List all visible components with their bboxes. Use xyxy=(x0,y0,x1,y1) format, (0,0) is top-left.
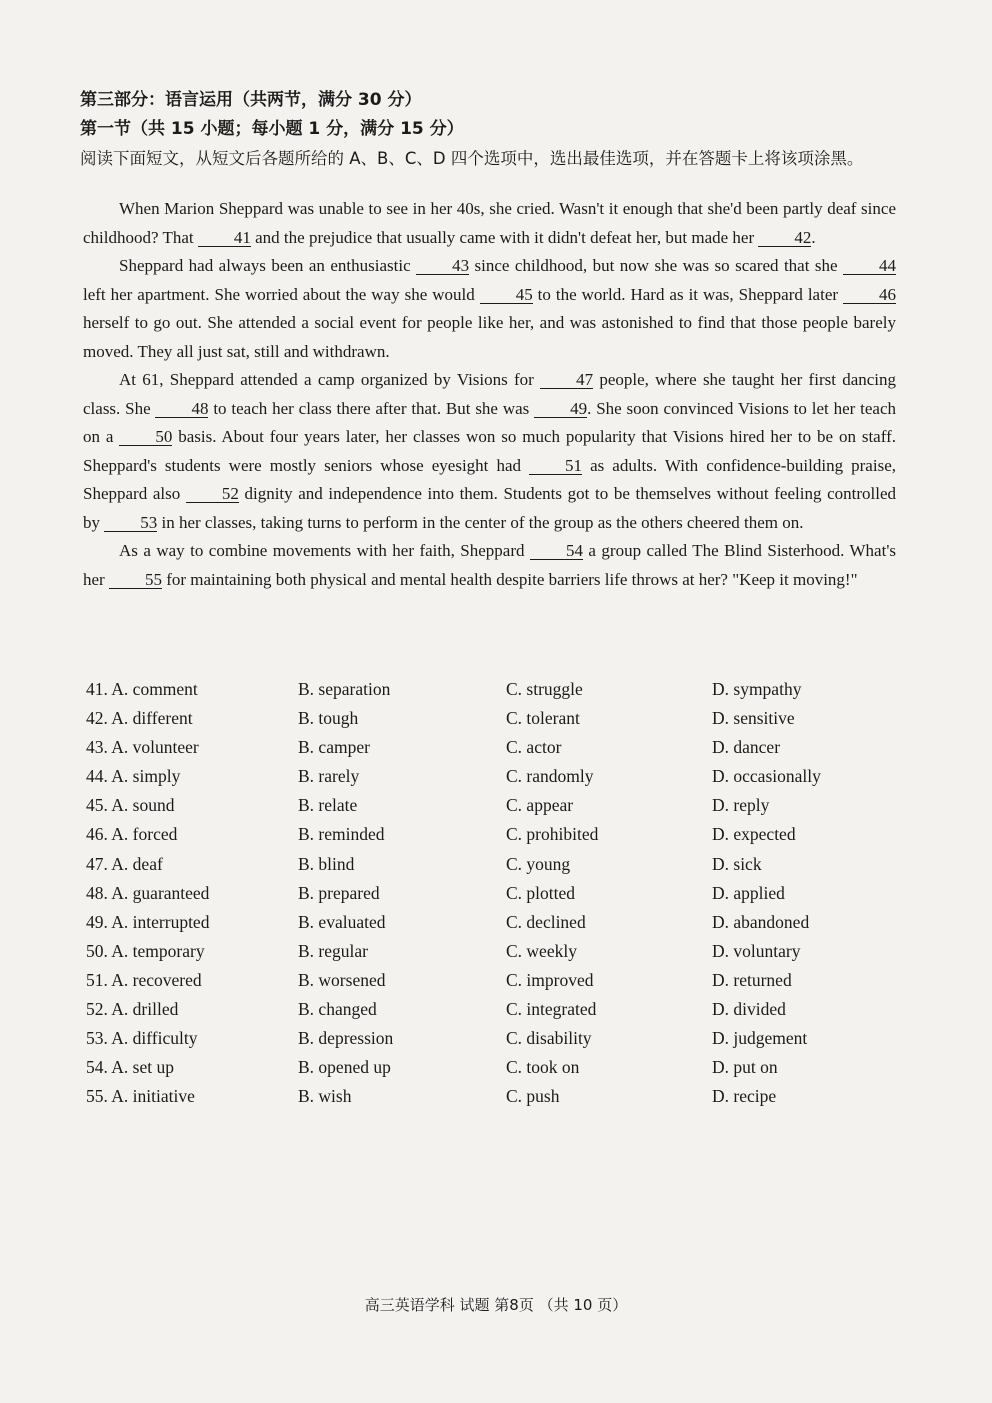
option-d: D. voluntary xyxy=(712,940,801,961)
option-b: B. regular xyxy=(298,940,368,961)
option-b: B. separation xyxy=(298,679,391,699)
blank-41: 41 xyxy=(198,229,251,247)
option-c: C. push xyxy=(506,1086,560,1107)
option-a: 54. A. set up xyxy=(86,1057,174,1078)
option-c: C. actor xyxy=(506,737,562,758)
section-header xyxy=(80,86,910,173)
option-d: D. occasionally xyxy=(712,766,821,787)
paragraph-2 xyxy=(83,252,896,366)
option-a: 43. A. volunteer xyxy=(86,737,199,758)
blank-43: 43 xyxy=(416,257,469,275)
option-d: D. expected xyxy=(712,824,796,845)
blank-54: 54 xyxy=(530,542,583,560)
question-41-options xyxy=(86,679,916,708)
blank-47: 47 xyxy=(540,371,593,389)
option-d: D. sympathy xyxy=(712,679,802,699)
passage-text: people, where she taught her first dancing class. She xyxy=(83,370,897,418)
option-c: C. struggle xyxy=(506,679,583,699)
passage-text: As a way to combine movements with her faith, Sheppard xyxy=(119,541,530,560)
option-b: B. reminded xyxy=(298,824,385,845)
option-b: B. worsened xyxy=(298,969,386,990)
option-d: D. sensitive xyxy=(712,708,795,729)
question-44-options xyxy=(86,766,916,795)
option-c: C. weekly xyxy=(506,940,577,961)
option-c: C. improved xyxy=(506,969,594,990)
blank-46: 46 xyxy=(843,286,896,304)
blank-44: 44 xyxy=(843,257,896,275)
option-c: C. young xyxy=(506,853,571,874)
option-c: C. plotted xyxy=(506,882,576,903)
option-a: 48. A. guaranteed xyxy=(86,882,210,903)
option-c: C. integrated xyxy=(506,999,597,1020)
passage-text: basis. About four years later, her classes won so much popularity that Visions hired her to be on staff. Sheppard's students were mostly seniors whose eyesight had xyxy=(83,427,896,475)
question-54-options xyxy=(86,1057,916,1086)
passage-text: Sheppard had always been an enthusiastic xyxy=(119,256,417,275)
passage-text: for maintaining both physical and mental health despite barriers life throws at her? "Keep it moving!" xyxy=(161,569,858,589)
question-49-options xyxy=(86,912,916,941)
cloze-passage xyxy=(83,195,896,594)
blank-48: 48 xyxy=(155,400,208,418)
instructions: 阅读下面短文，从短文后各题所给的 A、B、C、D 四个选项中，选出最佳选项，并在答题卡上将该项涂黑。 xyxy=(80,149,864,168)
answer-options xyxy=(86,679,916,1115)
blank-53: 53 xyxy=(104,514,157,532)
passage-text: to the world. Hard as it was, Sheppard later xyxy=(532,284,843,304)
option-d: D. recipe xyxy=(712,1086,777,1107)
option-d: D. abandoned xyxy=(712,911,810,932)
option-a: 47. A. deaf xyxy=(86,853,163,874)
passage-text: and the prejudice that usually came with it didn't defeat her, but made her xyxy=(250,227,759,247)
option-c: C. took on xyxy=(506,1057,580,1078)
question-50-options xyxy=(86,941,916,970)
option-d: D. returned xyxy=(712,969,792,990)
section-title: 第一节（共 15 小题；每小题 1 分，满分 15 分） xyxy=(80,119,464,139)
option-b: B. rarely xyxy=(298,766,360,787)
passage-text: in her classes, taking turns to perform in the center of the group as the others cheered them on. xyxy=(157,512,804,532)
blank-50: 50 xyxy=(119,428,172,446)
option-b: B. prepared xyxy=(298,882,380,903)
passage-text: since childhood, but now she was so scared that she xyxy=(469,256,844,275)
passage-text: When Marion Sheppard was unable to see in her 40s, she cried. Wasn't it enough that she'd been partly deaf since childhood? That xyxy=(83,199,896,247)
option-d: D. divided xyxy=(712,999,786,1020)
option-b: B. relate xyxy=(298,795,358,816)
question-47-options xyxy=(86,854,916,883)
passage-text: . xyxy=(811,227,816,247)
passage-text: left her apartment. She worried about the way she would xyxy=(83,284,480,304)
passage-text: as adults. With confidence-building praise, Sheppard also xyxy=(83,455,896,503)
option-d: D. put on xyxy=(712,1057,778,1078)
option-b: B. camper xyxy=(298,737,370,758)
paragraph-1 xyxy=(83,195,896,252)
question-51-options xyxy=(86,970,916,999)
passage-text: . She soon convinced Visions to let her teach on a xyxy=(83,398,896,446)
option-d: D. judgement xyxy=(712,1028,808,1049)
option-c: C. randomly xyxy=(506,766,594,787)
option-a: 55. A. initiative xyxy=(86,1086,195,1107)
blank-55: 55 xyxy=(109,571,162,589)
passage-text: dignity and independence into them. Students got to be themselves without feeling controlled by xyxy=(83,484,896,532)
option-b: B. blind xyxy=(298,853,355,874)
passage-text: At 61, Sheppard attended a camp organized by Visions for xyxy=(119,370,541,389)
option-a: 45. A. sound xyxy=(86,795,175,816)
question-55-options xyxy=(86,1086,916,1115)
option-b: B. changed xyxy=(298,999,377,1020)
question-42-options xyxy=(86,708,916,737)
option-a: 52. A. drilled xyxy=(86,999,179,1020)
option-b: B. evaluated xyxy=(298,911,386,932)
option-b: B. tough xyxy=(298,708,359,729)
option-a: 50. A. temporary xyxy=(86,940,205,961)
question-43-options xyxy=(86,737,916,766)
question-45-options xyxy=(86,795,916,824)
option-a: 51. A. recovered xyxy=(86,969,202,990)
blank-51: 51 xyxy=(529,457,582,475)
option-a: 44. A. simply xyxy=(86,766,181,787)
option-c: C. disability xyxy=(506,1028,592,1049)
option-c: C. appear xyxy=(506,795,574,816)
question-52-options xyxy=(86,999,916,1028)
option-c: C. declined xyxy=(506,911,586,932)
part-title: 第三部分：语言运用（共两节，满分 30 分） xyxy=(80,90,422,110)
option-a: 42. A. different xyxy=(86,708,193,729)
option-b: B. opened up xyxy=(298,1057,391,1078)
option-a: 46. A. forced xyxy=(86,824,178,845)
option-d: D. reply xyxy=(712,795,770,816)
option-d: D. applied xyxy=(712,882,785,903)
option-a: 41. A. comment xyxy=(86,679,198,699)
blank-49: 49 xyxy=(534,400,587,418)
option-c: C. prohibited xyxy=(506,824,599,845)
option-a: 49. A. interrupted xyxy=(86,911,210,932)
page-footer: 高三英语学科 试题 第8页 （共 10 页） xyxy=(364,1296,628,1314)
option-d: D. dancer xyxy=(712,737,781,758)
passage-text: herself to go out. She attended a social event for people like her, and was astonished to find that those people barely moved. They all just sat, still and withdrawn. xyxy=(83,313,896,361)
blank-52: 52 xyxy=(186,485,239,503)
question-46-options xyxy=(86,824,916,853)
passage-text: to teach her class there after that. But she was xyxy=(208,398,535,418)
option-a: 53. A. difficulty xyxy=(86,1028,198,1049)
passage-text: a group called The Blind Sisterhood. What's her xyxy=(83,541,896,589)
blank-42: 42 xyxy=(758,229,811,247)
option-b: B. depression xyxy=(298,1028,394,1049)
option-d: D. sick xyxy=(712,853,762,874)
option-c: C. tolerant xyxy=(506,708,580,729)
blank-45: 45 xyxy=(480,286,533,304)
question-53-options xyxy=(86,1028,916,1057)
paragraph-4 xyxy=(83,537,896,594)
paragraph-3 xyxy=(83,366,896,537)
question-48-options xyxy=(86,883,916,912)
option-b: B. wish xyxy=(298,1086,352,1107)
